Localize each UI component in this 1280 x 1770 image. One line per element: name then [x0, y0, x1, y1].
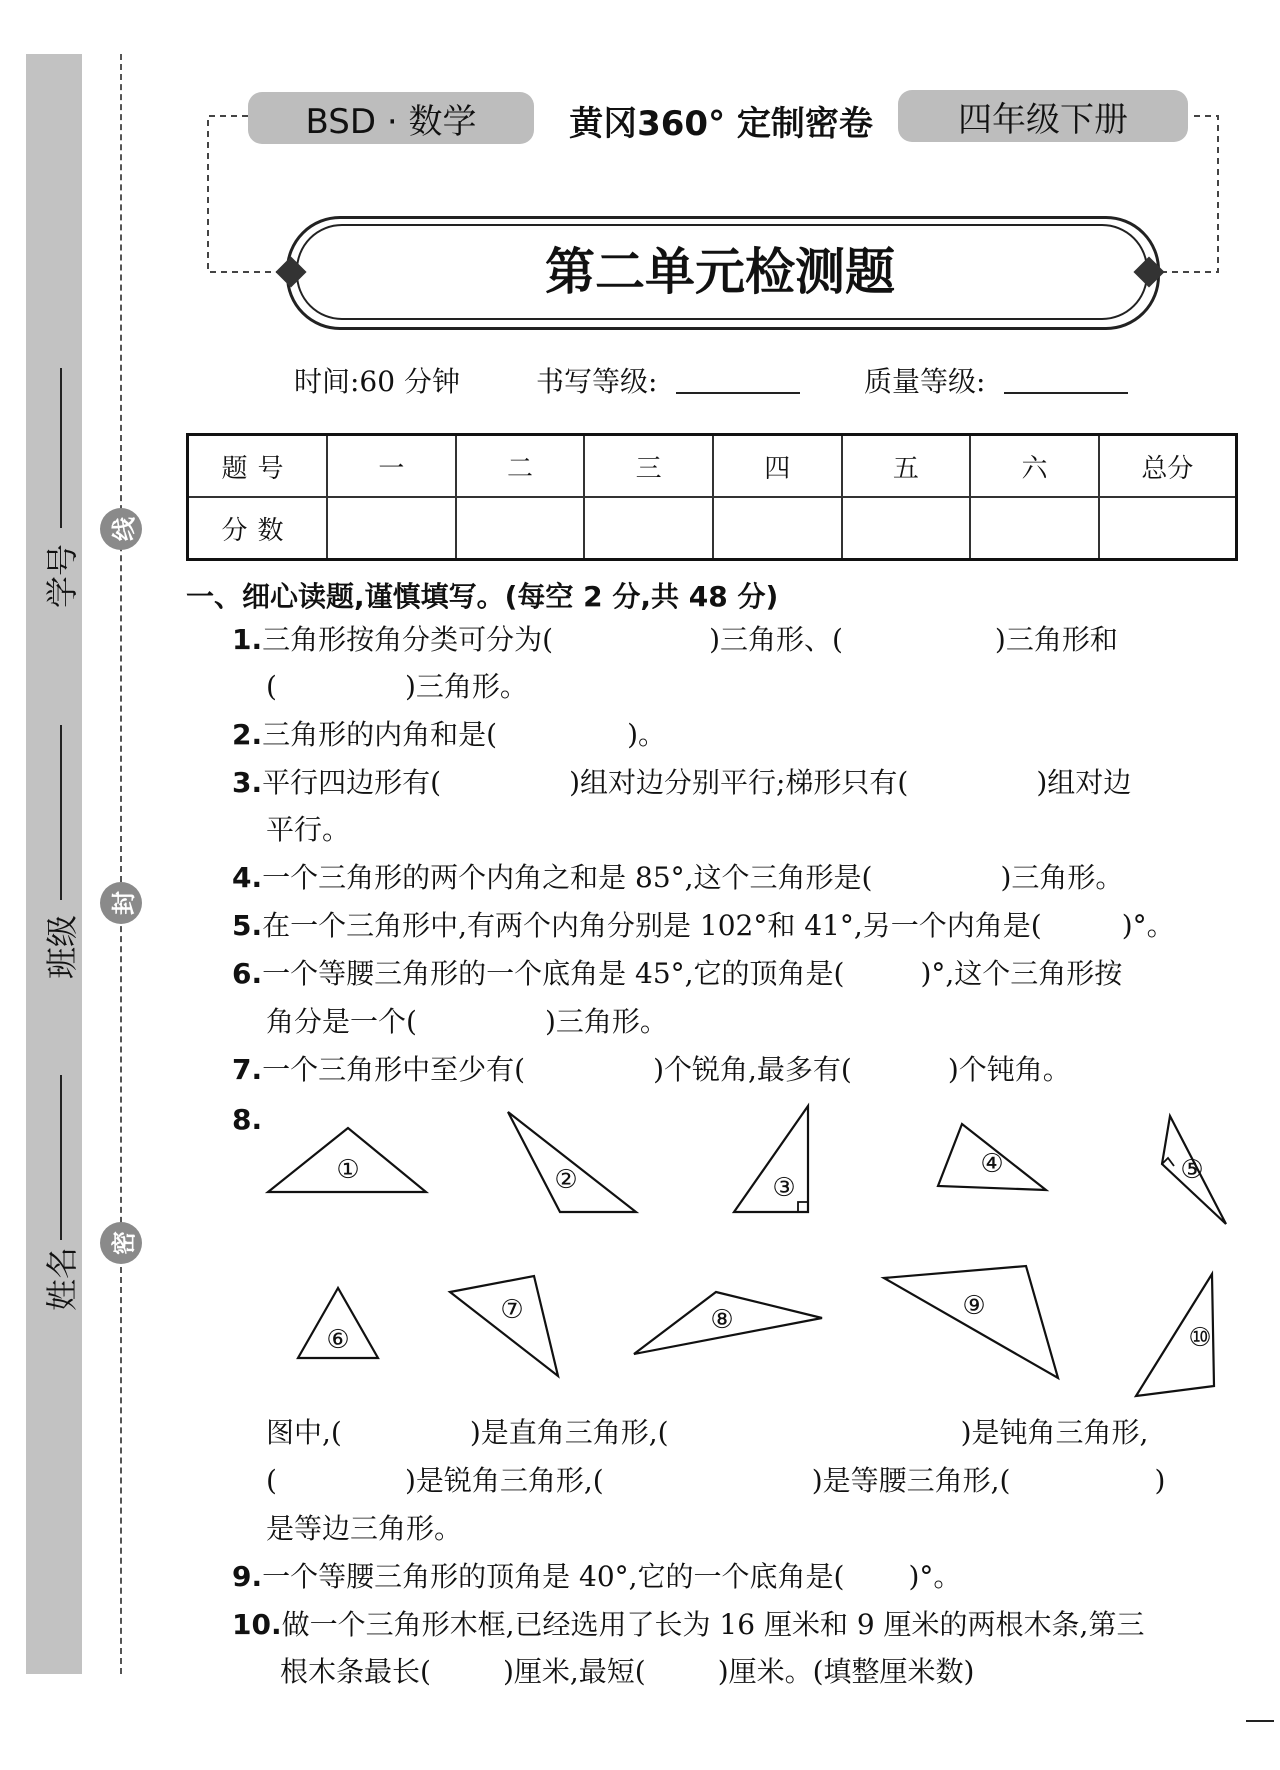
- score-table-header-cell: 六: [970, 435, 1099, 498]
- quality-grade-blank[interactable]: [1004, 392, 1128, 394]
- triangle-7: [450, 1276, 558, 1376]
- question-number: 2.: [232, 718, 263, 751]
- page-corner-mark: [1246, 1720, 1274, 1722]
- student-id-line: [60, 368, 62, 528]
- score-table-header-cell: 总分: [1099, 435, 1237, 498]
- class-label: 班级: [43, 914, 82, 980]
- question-number: 5.: [232, 909, 263, 942]
- question-10-line-2: 根木条最长( )厘米,最短( )厘米。(填整厘米数): [280, 1655, 975, 1688]
- question-number: 3.: [232, 766, 263, 799]
- subject-pill: [248, 92, 534, 144]
- score-cell[interactable]: [584, 497, 713, 560]
- question-3-line-2: 平行。: [266, 813, 351, 846]
- score-cell[interactable]: [713, 497, 842, 560]
- seal-xian: 线: [100, 508, 142, 550]
- question-number: 4.: [232, 861, 263, 894]
- seal-feng: 封: [100, 882, 142, 924]
- triangle-label-2: ②: [554, 1165, 578, 1195]
- time-info: 时间:60 分钟: [294, 365, 460, 398]
- binding-dashed-line: [120, 54, 122, 1674]
- question-number: 7.: [232, 1053, 263, 1086]
- triangle-label-9: ⑨: [962, 1291, 986, 1321]
- question-1: 1.三角形按角分类可分为( )三角形、( )三角形和: [232, 623, 1118, 656]
- brand-title: 黄冈360° 定制密卷: [569, 104, 873, 144]
- question-6: 6.一个等腰三角形的一个底角是 45°,它的顶角是( )°,这个三角形按: [232, 957, 1123, 990]
- score-table-header-cell: 题号: [188, 435, 328, 498]
- triangle-9: [884, 1266, 1058, 1378]
- triangle-label-6: ⑥: [326, 1325, 350, 1355]
- triangle-label-8: ⑧: [710, 1305, 734, 1335]
- name-line: [60, 1075, 62, 1240]
- question-8-line-2: ( )是锐角三角形,( )是等腰三角形,( ): [266, 1464, 1166, 1497]
- score-cell[interactable]: [1099, 497, 1237, 560]
- triangle-2: [508, 1112, 636, 1212]
- question-number: 10.: [232, 1608, 282, 1641]
- question-10: 10.做一个三角形木框,已经选用了长为 16 厘米和 9 厘米的两根木条,第三: [232, 1608, 1145, 1641]
- score-table-header-row: [188, 435, 1237, 498]
- score-cell[interactable]: [327, 497, 456, 560]
- question-7: 7.一个三角形中至少有( )个锐角,最多有( )个钝角。: [232, 1053, 1071, 1086]
- question-8-line-1: 图中,( )是直角三角形,( )是钝角三角形,: [266, 1416, 1149, 1449]
- question-number: 9.: [232, 1560, 263, 1593]
- question-5: 5.在一个三角形中,有两个内角分别是 102°和 41°,另一个内角是( )°。: [232, 909, 1175, 942]
- triangle-label-7: ⑦: [500, 1295, 524, 1325]
- question-8-line-3: 是等边三角形。: [266, 1512, 463, 1545]
- question-9: 9.一个等腰三角形的顶角是 40°,它的一个底角是( )°。: [232, 1560, 962, 1593]
- triangle-3: [734, 1106, 808, 1212]
- writing-grade-label: 书写等级:: [536, 365, 658, 398]
- question-number: 1.: [232, 623, 263, 656]
- student-id-label: 学号: [43, 543, 82, 609]
- score-table-header-cell: 四: [713, 435, 842, 498]
- question-number: 6.: [232, 957, 263, 990]
- score-table: [186, 433, 1238, 561]
- triangle-label-1: ①: [336, 1155, 360, 1185]
- subject-label: BSD · 数学: [305, 101, 477, 142]
- seal-mi: 密: [100, 1222, 142, 1264]
- question-2: 2.三角形的内角和是( )。: [232, 718, 666, 751]
- triangle-label-4: ④: [980, 1149, 1004, 1179]
- triangle-label-5: ⑤: [1180, 1155, 1204, 1185]
- section-1-heading: 一、细心读题,谨慎填写。(每空 2 分,共 48 分): [186, 580, 779, 613]
- score-cell[interactable]: [842, 497, 971, 560]
- grade-label: 四年级下册: [958, 99, 1128, 140]
- question-4: 4.一个三角形的两个内角之和是 85°,这个三角形是( )三角形。: [232, 861, 1124, 894]
- grade-pill: [898, 90, 1188, 142]
- quality-grade-label: 质量等级:: [864, 365, 986, 398]
- binding-strip: [26, 54, 82, 1674]
- triangle-label-3: ③: [772, 1173, 796, 1203]
- writing-grade-blank[interactable]: [676, 392, 800, 394]
- page-title: 第二单元检测题: [545, 242, 895, 301]
- question-6-line-2: 角分是一个( )三角形。: [266, 1005, 668, 1038]
- score-table-score-row: [188, 497, 1237, 560]
- question-1-line-2: ( )三角形。: [266, 670, 528, 703]
- question-3: 3.平行四边形有( )组对边分别平行;梯形只有( )组对边: [232, 766, 1132, 799]
- class-line: [60, 725, 62, 900]
- score-cell[interactable]: [456, 497, 585, 560]
- name-label: 姓名: [43, 1246, 82, 1312]
- score-table-header-cell: 五: [842, 435, 971, 498]
- triangle-label-10: ⑩: [1188, 1323, 1212, 1353]
- score-cell[interactable]: [970, 497, 1099, 560]
- score-table-header-cell: 三: [584, 435, 713, 498]
- triangles-figure: [250, 1100, 1240, 1420]
- score-row-label: 分数: [188, 497, 328, 560]
- score-table-header-cell: 二: [456, 435, 585, 498]
- score-table-header-cell: 一: [327, 435, 456, 498]
- question-number: 8.: [232, 1103, 263, 1136]
